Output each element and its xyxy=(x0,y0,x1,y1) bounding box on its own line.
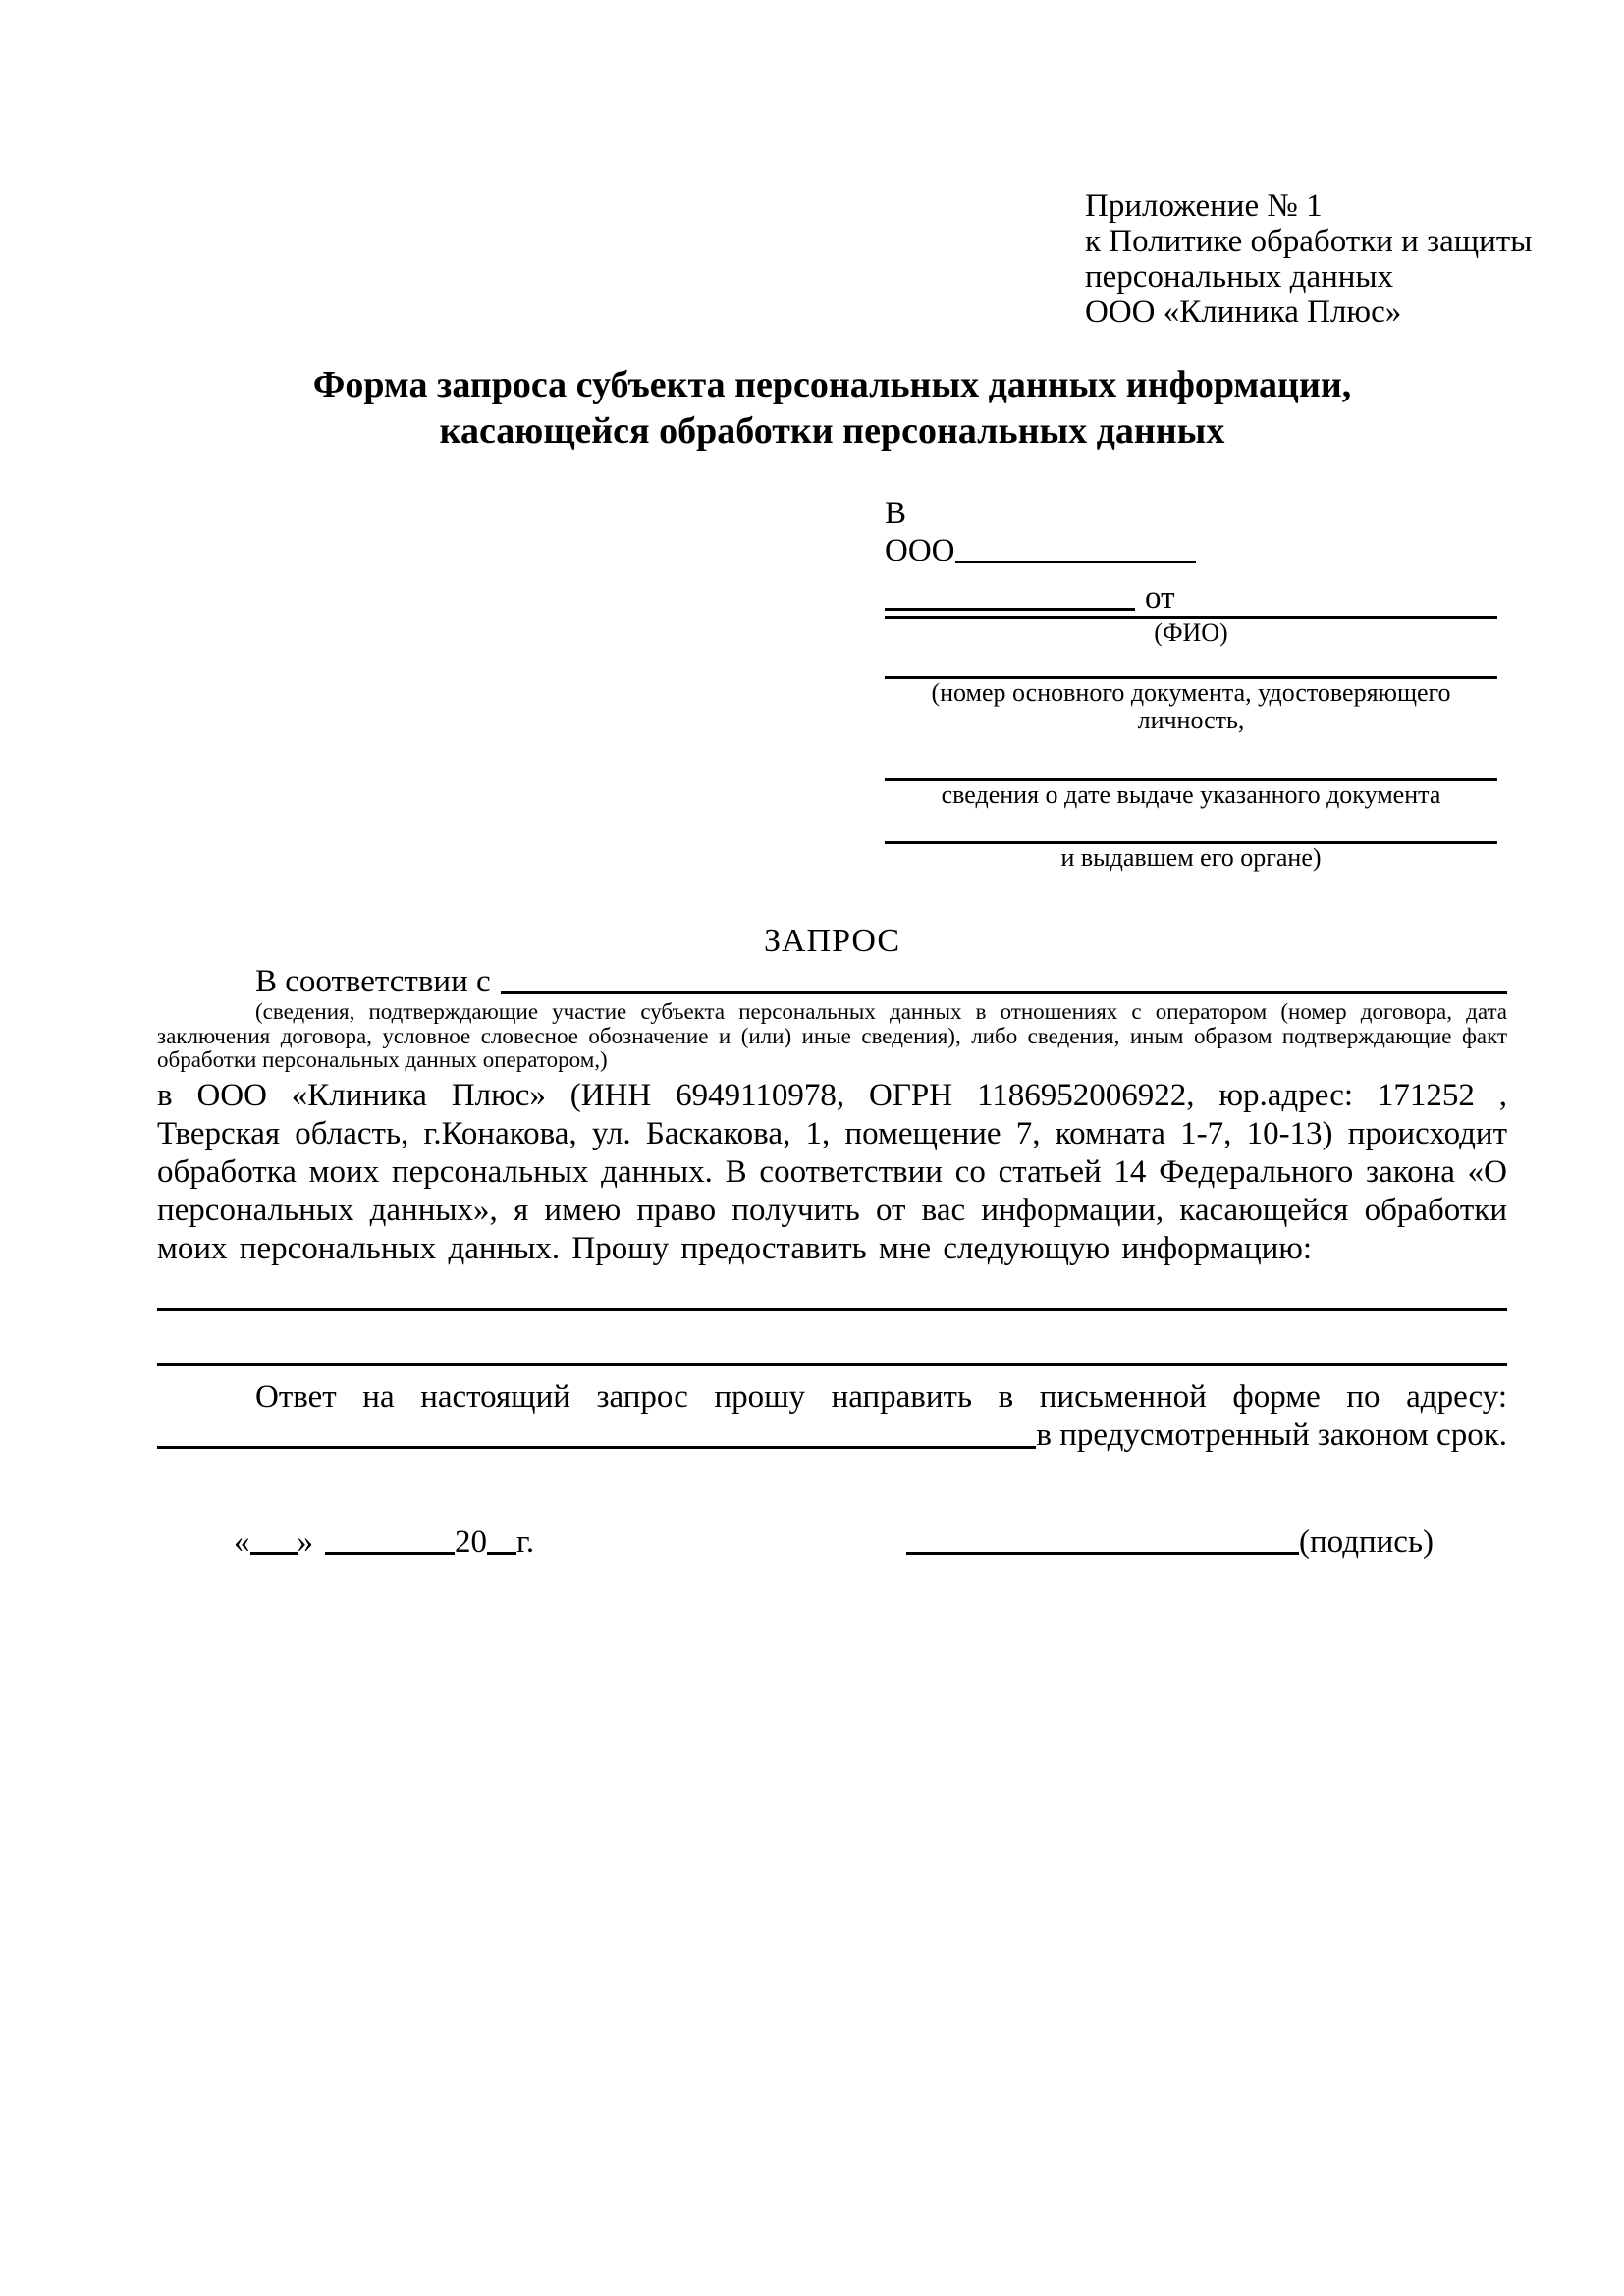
reply-address-blank-line xyxy=(157,1446,1036,1449)
date-open-quote: « xyxy=(234,1523,250,1560)
issuing-authority-blank-line xyxy=(885,809,1497,844)
appendix-reference xyxy=(1085,188,1533,330)
org-prefix: ООО xyxy=(885,533,955,568)
form-title-line: касающейся обработки персональных данных xyxy=(439,410,1225,452)
appendix-reference-line: персональных данных xyxy=(1085,259,1394,294)
date-signature-row xyxy=(157,1522,1507,1562)
date-close-quote: » xyxy=(297,1523,313,1560)
legal-basis-row xyxy=(157,963,1507,1000)
processing-note: (сведения, подтверждающие участие субъекта персональных данных в отношениях с оператором (номер договора, дата заключения договора, условное словесное обозначение и (или) иные сведения), либо сведения, иным образом подтверждающие факт обработки персональных данных оператором,) xyxy=(157,999,1507,1072)
signature-group xyxy=(906,1522,1434,1562)
year-suffix: г. xyxy=(516,1523,535,1560)
date-day-blank-line xyxy=(250,1546,298,1555)
reply-address-row xyxy=(157,1416,1507,1455)
legal-basis-prefix: В соответствии с xyxy=(255,964,491,999)
issue-date-blank-line xyxy=(885,734,1497,781)
issuing-authority-caption: и выдавшем его органе) xyxy=(1060,843,1322,872)
signature-blank-line xyxy=(906,1546,1299,1555)
addressee-from-row xyxy=(885,579,1497,616)
applicant-name-blank-line xyxy=(885,602,1135,611)
org-name-blank-line xyxy=(955,555,1196,563)
date-month-blank-line xyxy=(325,1546,455,1555)
request-body: в ООО «Клиника Плюс» (ИНН 6949110978, ОГРН 1186952006922, юр.адрес: 171252 , Тверская область, г.Конакова, ул. Баскакова, 1, помещение 7, комната 1-7, 10-13) происходит обработка моих персональных данных. В соответствии со статьей 14 Федерального закона «О персональных данных», я имею право получить от вас информации, касающейся обработки моих персональных данных. Прошу предоставить мне следующую информацию: xyxy=(157,1077,1507,1266)
appendix-reference-line: ООО «Клиника Плюс» xyxy=(1085,294,1402,330)
addressee-block xyxy=(885,495,1497,872)
issue-date-caption: сведения о дате выдаче указанного документа xyxy=(941,780,1441,809)
form-title-line: Форма запроса субъекта персональных данных информации, xyxy=(312,364,1352,405)
year-prefix: 20 xyxy=(455,1523,487,1560)
document-number-blank-line xyxy=(885,647,1497,679)
appendix-reference-line: Приложение № 1 xyxy=(1085,188,1323,224)
requested-info-blank-line-1 xyxy=(157,1268,1507,1311)
request-heading: ЗАПРОС xyxy=(763,923,901,959)
requested-info-blank-line-2 xyxy=(157,1311,1507,1366)
reply-deadline-text: в предусмотренный законом срок. xyxy=(1036,1416,1507,1453)
appendix-reference-line: к Политике обработки и защиты xyxy=(1085,224,1533,259)
fio-caption: (ФИО) xyxy=(1154,618,1228,647)
date-group xyxy=(234,1522,534,1562)
reply-instruction: Ответ на настоящий запрос прошу направить в письменной форме по адресу: xyxy=(255,1378,1507,1415)
form-title xyxy=(157,362,1507,454)
legal-basis-blank-line xyxy=(501,991,1507,994)
signature-caption: (подпись) xyxy=(1299,1523,1434,1560)
document-number-caption: (номер основного документа, удостоверяющего личность, xyxy=(931,678,1451,734)
addressee-to-marker: В xyxy=(885,496,907,531)
addressee-org-row xyxy=(885,532,1497,569)
from-label: от xyxy=(1145,580,1175,615)
date-year-blank-line xyxy=(487,1546,516,1555)
